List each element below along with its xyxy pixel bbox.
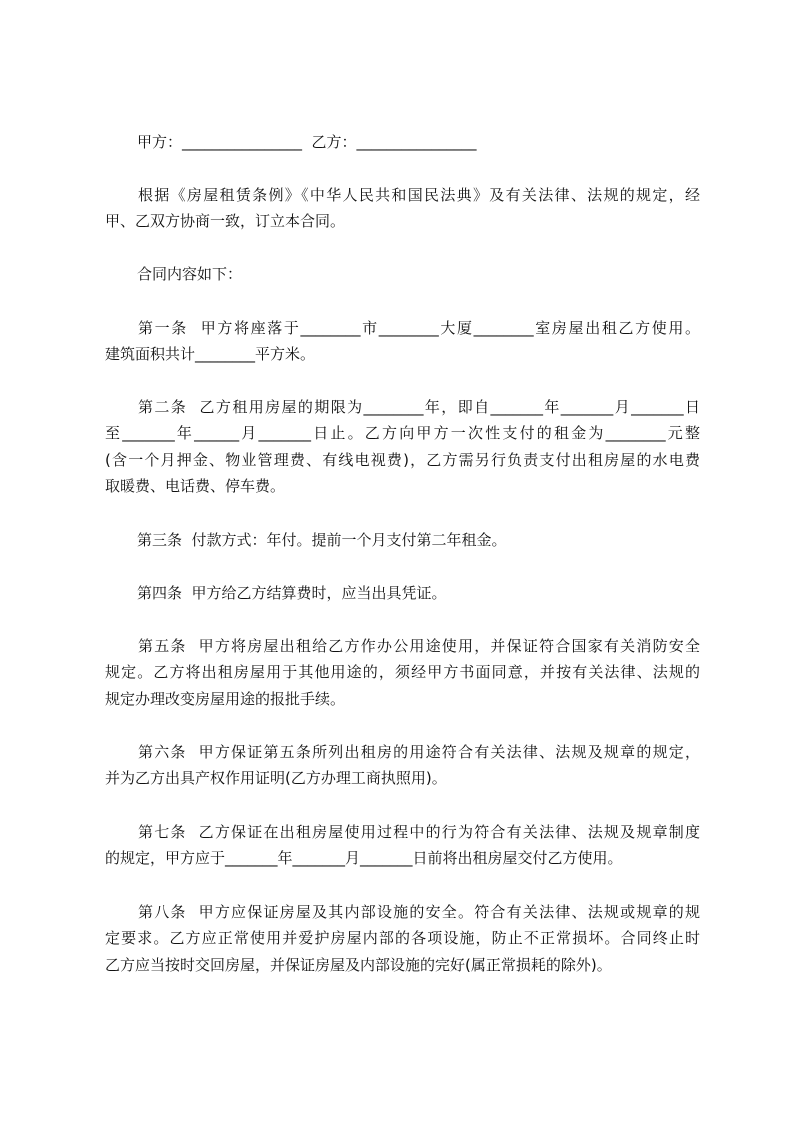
- article-1-line-2: 建筑面积共计________平方米。: [105, 345, 316, 363]
- article-4-line-1: 第四条 甲方给乙方结算费时，应当出具凭证。: [137, 584, 447, 602]
- article-2-line-4: 取暖费、电话费、停车费。: [105, 477, 286, 495]
- article-5-line-2: 规定。乙方将出租房屋用于其他用途的，须经甲方书面同意，并按有关法律、法规的: [105, 663, 700, 681]
- article-6-line-2: 并为乙方出具产权作用证明(乙方办理工商执照用)。: [105, 769, 447, 787]
- article-5-line-3: 规定办理改变房屋用途的报批手续。: [105, 690, 346, 708]
- preamble-line-2: 甲、乙双方协商一致，订立本合同。: [105, 212, 346, 230]
- article-5-line-1: 第五条 甲方将房屋出租给乙方作办公用途使用，并保证符合国家有关消防安全: [138, 637, 700, 655]
- preamble-line-1: 根据《房屋租赁条例》《中华人民共和国民法典》及有关法律、法规的规定，经: [138, 186, 700, 204]
- article-8-line-1: 第八条 甲方应保证房屋及其内部设施的安全。符合有关法律、法规或规章的规: [138, 903, 700, 921]
- article-8-line-2: 定要求。乙方应正常使用并爱护房屋内部的各项设施，防止不正常损坏。合同终止时: [105, 929, 700, 947]
- article-8-line-3: 乙方应当按时交回房屋，并保证房屋及内部设施的完好(属正常损耗的除外)。: [105, 956, 612, 974]
- article-1-line-1: 第一条 甲方将座落于________市________大厦________室房屋出租乙方使用。: [138, 319, 700, 337]
- article-2-line-3: (含一个月押金、物业管理费、有线电视费)，乙方需另行负责支付出租房屋的水电费: [105, 451, 700, 469]
- intro-line: 合同内容如下：: [137, 265, 243, 283]
- article-6-line-1: 第六条 甲方保证第五条所列出租房的用途符合有关法律、法规及规章的规定，: [138, 743, 700, 761]
- article-7-line-2: 的规定，甲方应于_______年_______月_______日前将出租房屋交付乙方使用。: [105, 849, 623, 867]
- article-7-line-1: 第七条 乙方保证在出租房屋使用过程中的行为符合有关法律、法规及规章制度: [138, 823, 700, 841]
- parties-line: 甲方：________________ 乙方：________________: [137, 133, 477, 151]
- article-2-line-1: 第二条 乙方租用房屋的期限为________年，即自_______年_______月_______日: [138, 398, 700, 416]
- article-3-line-1: 第三条 付款方式：年付。提前一个月支付第二年租金。: [137, 531, 507, 549]
- article-2-line-2: 至_______年______月_______日止。乙方向甲方一次性支付的租金为________元整: [105, 424, 700, 442]
